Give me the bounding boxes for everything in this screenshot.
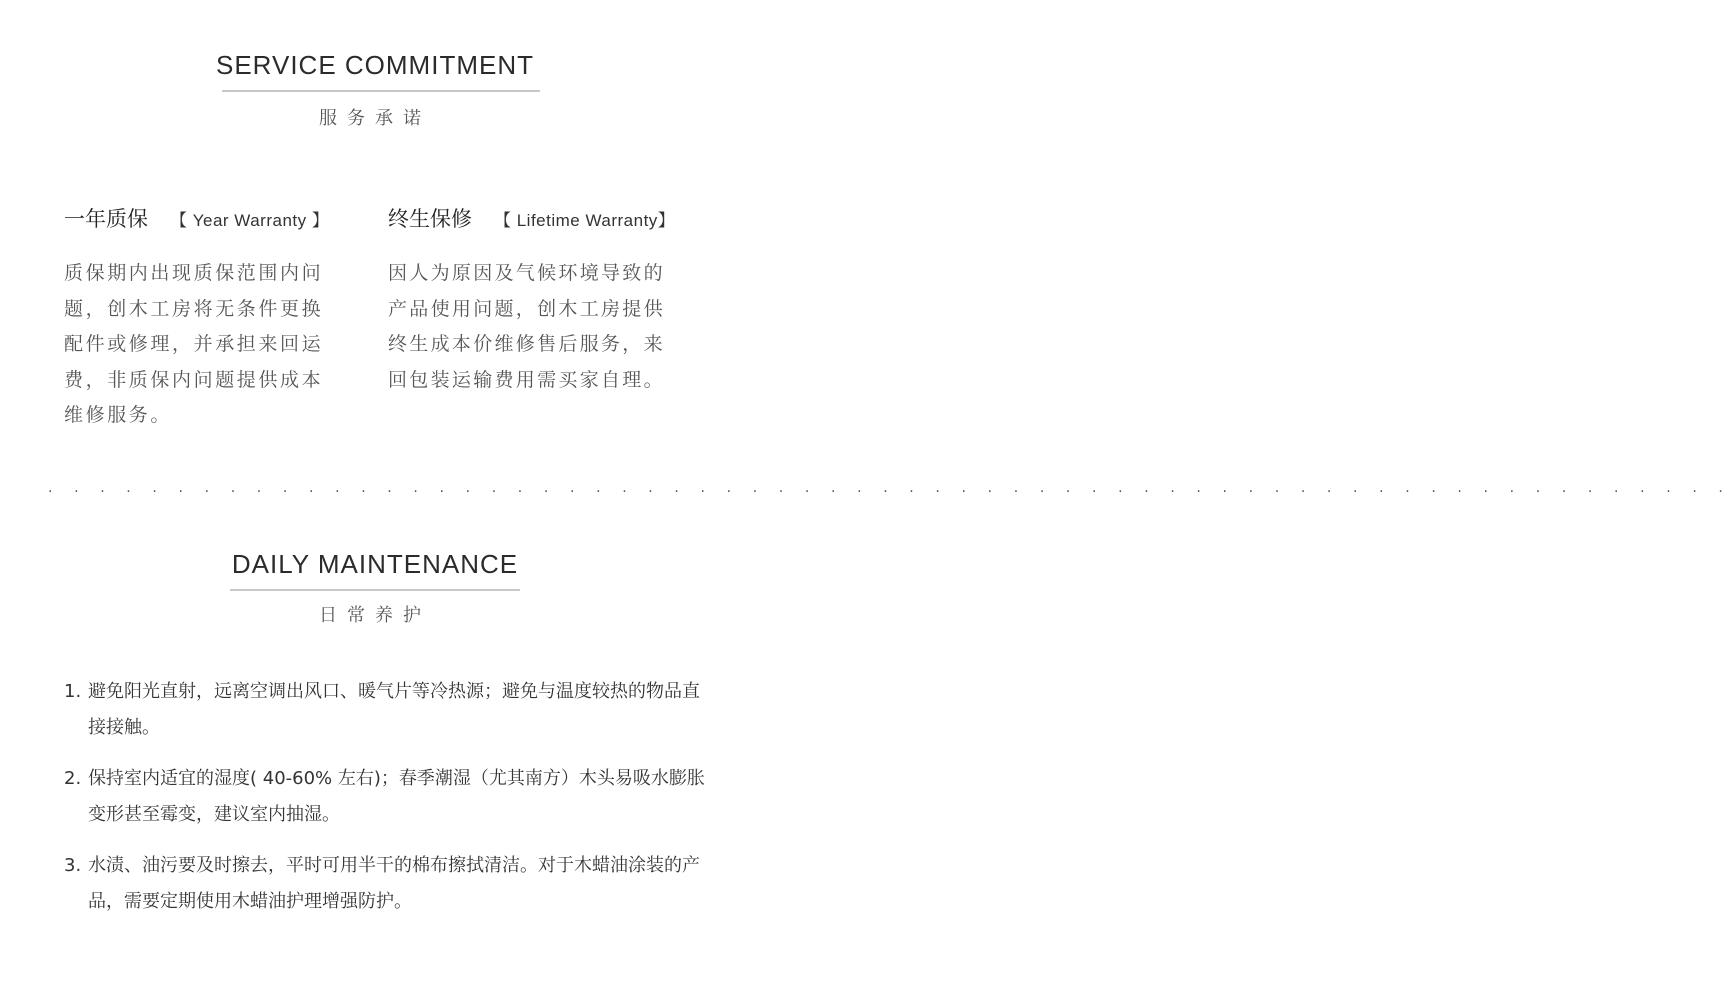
lifetime-line: 产品使用问题，创木工房提供 [388,297,665,320]
lifetime-line: 因人为原因及气候环境导致的 [388,262,665,284]
lifetime-body [388,256,688,398]
lifetime-heading [388,203,675,233]
service-title: SERVICE COMMITMENT [216,50,534,80]
lifetime-heading-text: 终生保修 [388,207,472,231]
service-subtitle: 服务承诺 [319,108,431,129]
lifetime-tag: 【 Lifetime Warranty】 [494,211,676,230]
warranty-heading-text: 一年质保 [64,207,148,231]
warranty-line: 维修服务。 [64,404,173,426]
maintenance-title: DAILY MAINTENANCE [231,549,519,579]
warranty-line: 题，创木工房将无条件更换 [64,297,324,320]
warranty-heading [64,203,329,233]
item-text: 保持室内适宜的湿度( 40-60% 左右)；春季潮湿（尤其南方）木头易吸水膨胀变形甚至霉变，建议室内抽湿。 [88,768,705,825]
item-number: 1. [64,681,82,702]
list-item [64,674,724,746]
list-item [64,761,724,833]
item-number: 2. [64,768,82,789]
item-text: 避免阳光直射，远离空调出风口、暖气片等冷热源；避免与温度较热的物品直接接触。 [88,681,700,738]
service-title-rule [222,90,540,92]
warranty-line: 费，非质保内问题提供成本 [64,368,324,391]
warranty-line: 质保期内出现质保范围内问 [64,262,324,284]
list-item [64,848,724,920]
maintenance-list [64,674,724,935]
lifetime-line: 终生成本价维修售后服务，来 [388,333,665,355]
maintenance-title-rule [230,589,520,591]
warranty-body [64,256,340,434]
maintenance-subtitle: 日常养护 [319,605,431,626]
warranty-tag: 【 Year Warranty 】 [170,211,330,230]
dotted-divider: . . . . . . . . . . . . . . . . . . . . . . . . . . . . . . . . . . . . . . . . . . . . . . . . . . . . . . . . . . . . . . . . . [48,480,1731,496]
item-number: 3. [64,855,82,876]
item-text: 水渍、油污要及时擦去，平时可用半干的棉布擦拭清洁。对于木蜡油涂装的产品，需要定期使用木蜡油护理增强防护。 [88,855,700,912]
lifetime-line: 回包装运输费用需买家自理。 [388,368,665,391]
warranty-line: 配件或修理，并承担来回运 [64,333,324,355]
